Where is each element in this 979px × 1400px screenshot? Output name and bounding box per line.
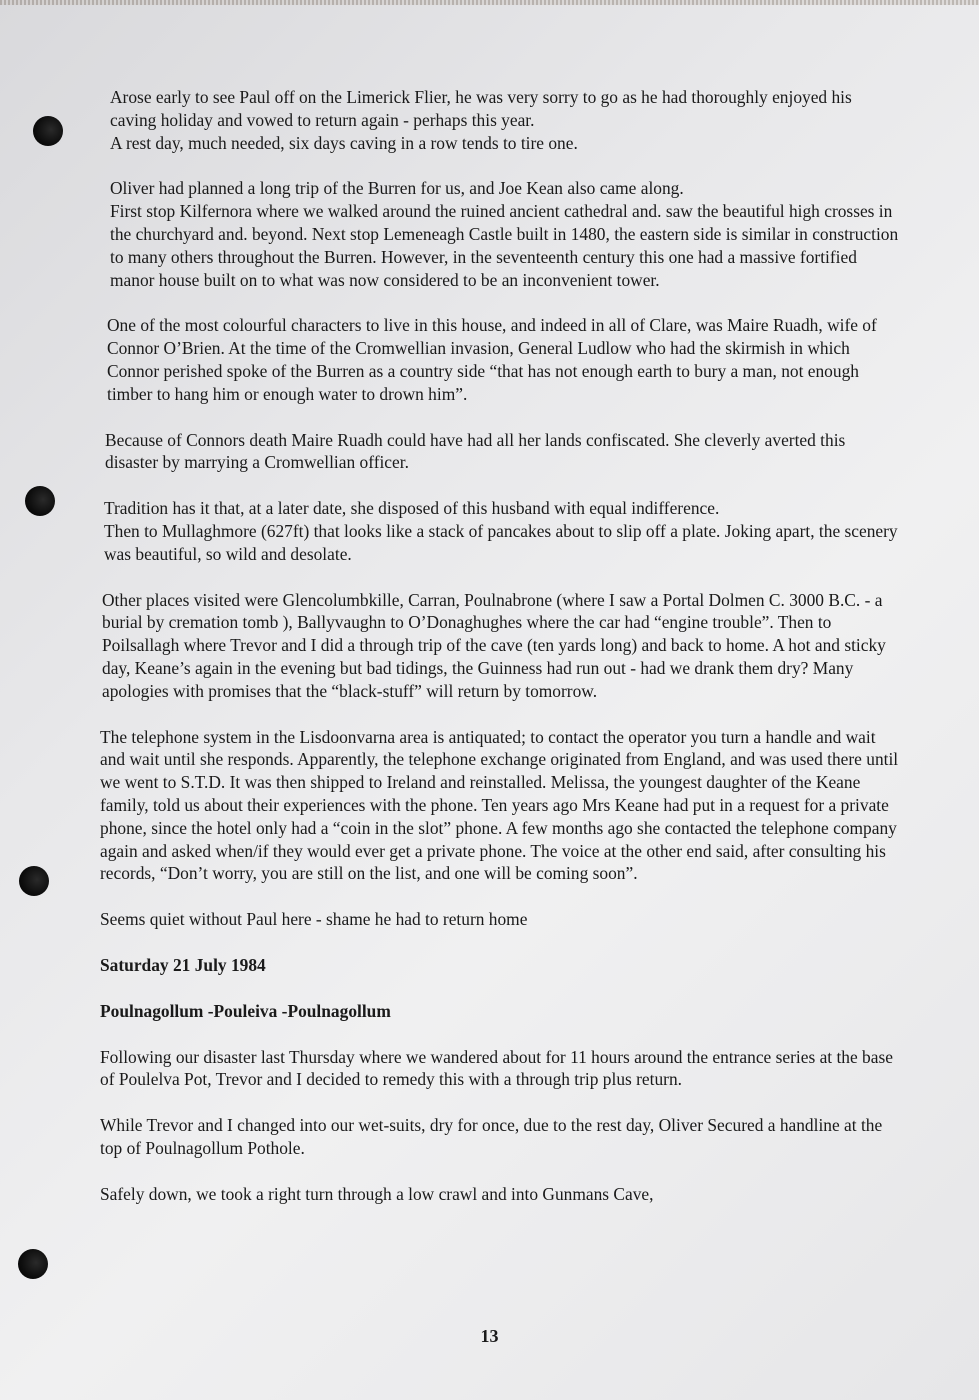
paragraph: First stop Kilfernora where we walked around the ruined ancient cathedral and. saw the beautiful high crosses in the churchyard and. beyond. Next stop Lemeneagh Castle built in 1480, the eastern side is similar in construction to many others throughout the Burren. However, in the seventeenth century this one had a massive fortified manor house built on to what was now considered to be an inconvenient tower.: [110, 201, 899, 290]
paragraph: Oliver had planned a long trip of the Burren for us, and Joe Kean also came along.: [110, 178, 684, 199]
document-body: [100, 86, 900, 1228]
paragraph: Seems quiet without Paul here - shame he had to return home: [100, 909, 528, 930]
binder-hole-4: [18, 1249, 48, 1279]
paragraph: The telephone system in the Lisdoonvarna area is antiquated; to contact the operator you turn a handle and wait and wait until she responds. Apparently, the telephone exchange originated from England, and was used there until we went to S.T.D. It was then shipped to Ireland and reinstalled. Melissa, the youngest daughter of the Keane family, told us about their experiences with the phone. Ten years ago Mrs Keane had put in a request for a private phone, since the hotel only had a “coin in the slot” phone. A few months ago she contacted the telephone company again and asked when/if they would ever get a private phone. The voice at the other end said, after consulting his records, “Don’t worry, you are still on the list, and one will be coming soon”.: [100, 726, 899, 884]
paragraph: Tradition has it that, at a later date, she disposed of this husband with equal indifference.: [104, 498, 720, 519]
page-top-edge: [0, 0, 979, 5]
paragraph: Because of Connors death Maire Ruadh could have had all her lands confiscated. She cleverly averted this disaster by marrying a Cromwellian officer.: [105, 429, 846, 473]
date-heading: Saturday 21 July 1984: [100, 954, 266, 975]
paragraph: Arose early to see Paul off on the Limerick Flier, he was very sorry to go as he had thoroughly enjoyed his caving holiday and vowed to return again - perhaps this year.: [110, 87, 852, 130]
paragraph: Then to Mullaghmore (627ft) that looks like a stack of pancakes about to slip off a plate. Joking apart, the scenery was beautiful, so wild and desolate.: [104, 520, 898, 564]
binder-hole-3: [19, 866, 49, 896]
paragraph: A rest day, much needed, six days caving in a row tends to tire one.: [110, 132, 578, 153]
paragraph: Safely down, we took a right turn through a low crawl and into Gunmans Cave,: [100, 1183, 654, 1204]
trip-heading: Poulnagollum -Pouleiva -Poulnagollum: [100, 1000, 391, 1021]
paragraph: One of the most colourful characters to live in this house, and indeed in all of Clare, was Maire Ruadh, wife of Connor O’Brien. At the time of the Cromwellian invasion, General Ludlow who had the skirmish in which Connor perished spoke of the Burren as a country side “that has not enough earth to bury a man, not enough timber to hang him or enough water to drown him”.: [107, 315, 877, 404]
paragraph: Other places visited were Glencolumbkille, Carran, Poulnabrone (where I saw a Portal Dolmen C. 3000 B.C. - a burial by cremation tomb ), Ballyvaughn to O’Donaghughes where the car had “engine trouble”. Then to Poilsallagh where Trevor and I did a through trip of the cave (ten yards long) and back to home. A hot and sticky day, Keane’s again in the evening but bad tidings, the Guinness had run out - had we drank them dry? Many apologies with promises that the “black-stuff” will return by tomorrow.: [102, 589, 886, 701]
binder-hole-2: [25, 486, 55, 516]
paragraph: While Trevor and I changed into our wet-suits, dry for once, due to the rest day, Oliver Secured a handline at the top of Poulnagollum Pothole.: [100, 1115, 883, 1158]
binder-hole-1: [33, 116, 63, 146]
page-number: 13: [480, 1326, 499, 1346]
paragraph: Following our disaster last Thursday where we wandered about for 11 hours around the entrance series at the base of Poulelva Pot, Trevor and I decided to remedy this with a through trip plus return.: [100, 1046, 893, 1090]
